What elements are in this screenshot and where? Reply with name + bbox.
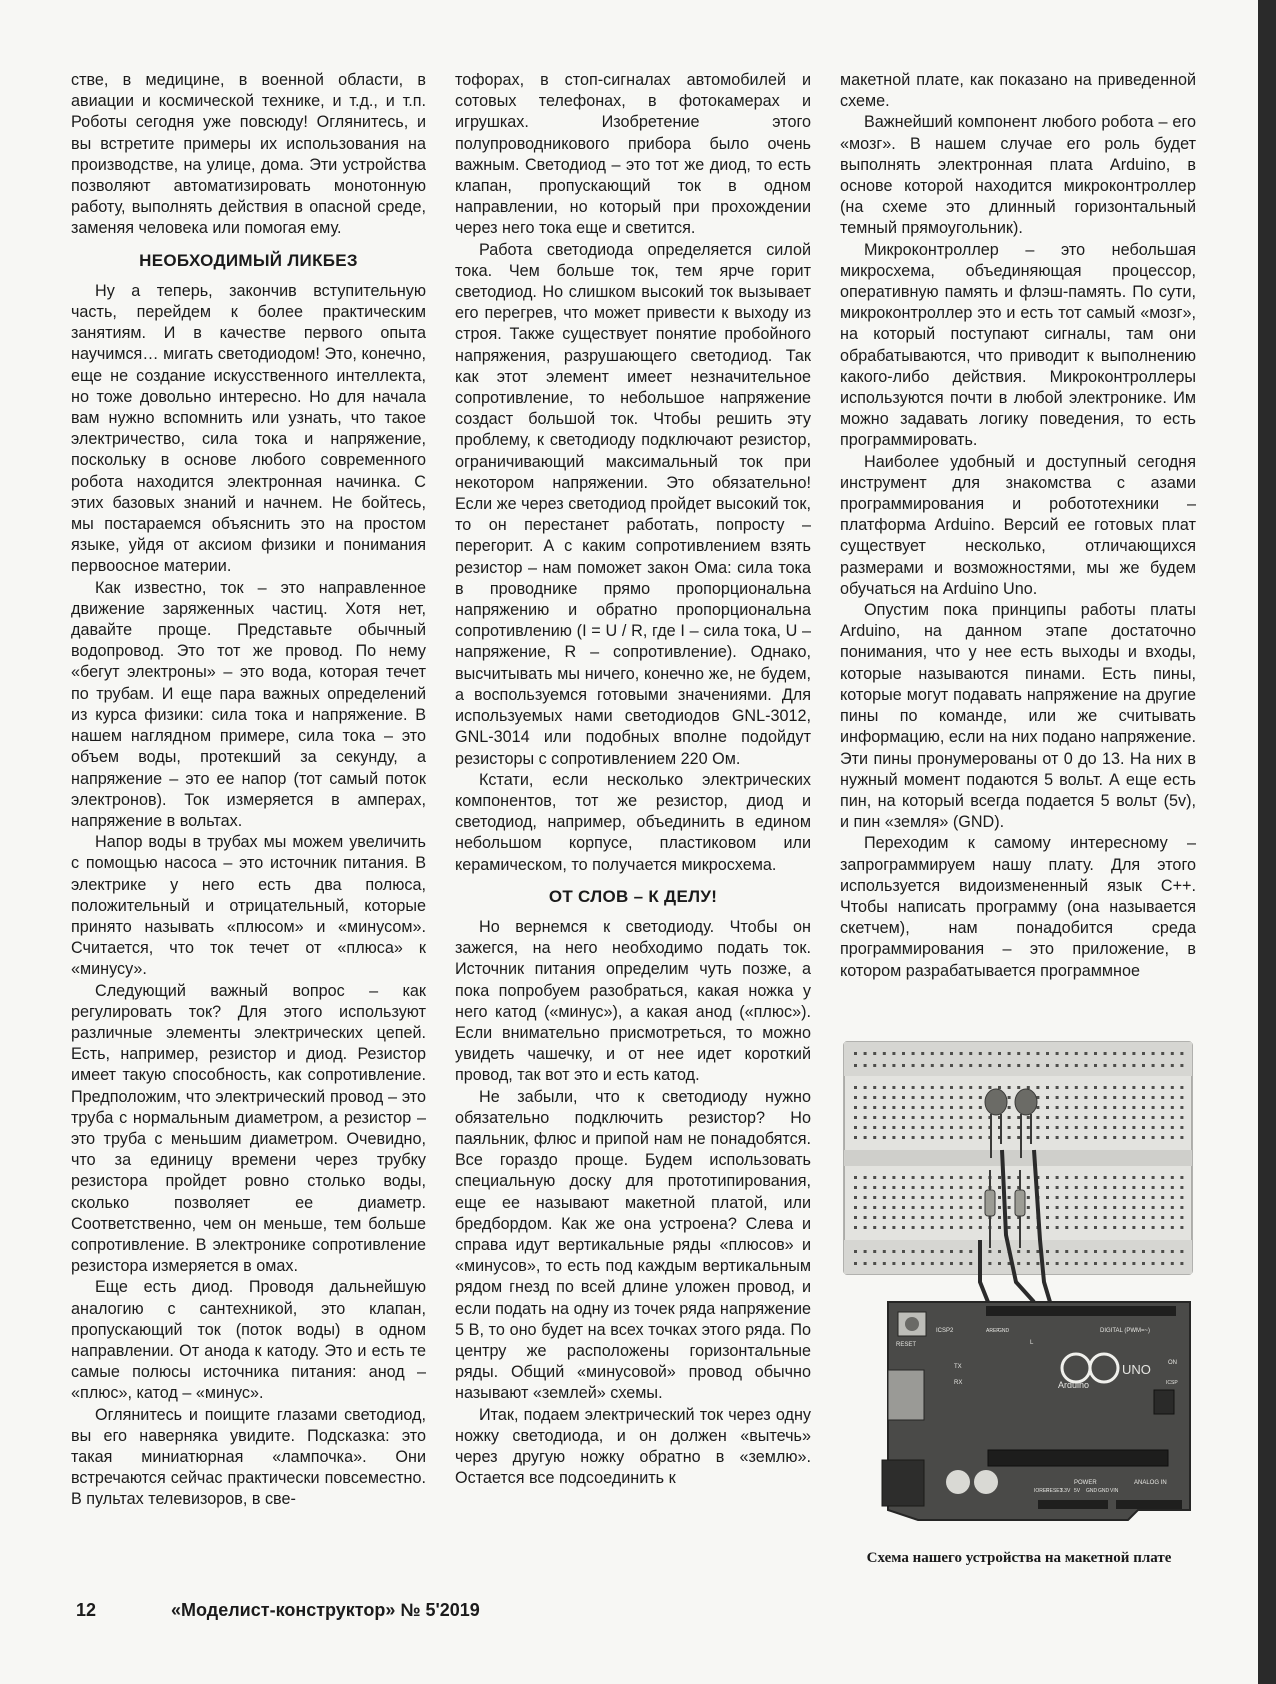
paragraph: Но вернемся к светодиоду. Чтобы он зажегся, на него необходимо подать ток. Источник питания определим чуть позже, а пока попробуем разобраться, какая ножка у него катод («минус»), а какая анод («плюс»). Если внимательно присмотреться, то можно увидеть чашечку, и от нее идет короткий провод, так вот это и есть катод. bbox=[455, 917, 811, 1085]
paragraph: Напор воды в трубах мы можем увеличить с помощью насоса – это источник питания. В электрике у него есть два полюса, положительный и отрицательный, которые принято называть «плюсом» и «минусом». Считается, что ток течет от «плюса» к «минусу». bbox=[71, 833, 426, 979]
paragraph: Следующий важный вопрос – как регулировать ток? Для этого используют различные элементы электрических цепей. Есть, например, резистор и диод. Резистор имеет такую способность, как сопротивление. Предположим, что электрический провод – это труба с нормальным диаметром, а резистор – это труба с меньшим диаметром. Очевидно, что за единицу времени через трубку резистора пройдет ровно столько воды, сколько позволяет ее диаметр. Соответственно, чем он меньше, тем больше сопротивление. В электронике сопротивление резистора измеряется в омах. bbox=[71, 981, 426, 1276]
paragraph: Важнейший компонент любого робота – его «мозг». В нашем случае его роль будет выполнять электронная плата Arduino, в основе которой находится микроконтроллер (на схеме это длинный горизонтальный темный прямоугольник). bbox=[840, 113, 1196, 238]
section-heading: НЕОБХОДИМЫЙ ЛИКБЕЗ bbox=[139, 250, 358, 270]
board-label: VIN bbox=[1110, 1488, 1119, 1494]
board-label: GND bbox=[998, 1328, 1010, 1334]
board-label: 5V bbox=[1074, 1488, 1081, 1494]
paragraph: Еще есть диод. Проводя дальнейшую аналогию с сантехникой, это клапан, пропускающий ток (поток воды) в одном направлении. От анода к катоду. Это и есть те самые полюсы источника питания: анод – «плюс», катод – «минус». bbox=[71, 1278, 426, 1403]
board-label: ICSP2 bbox=[936, 1328, 954, 1334]
paragraph: Переходим к самому интересному – запрограммируем нашу плату. Для этого используется видоизмененный язык C++. Чтобы написать программу (она называется скетчем), нам понадобится среда программирования – это приложение, в котором разрабатывается программное bbox=[840, 834, 1196, 980]
text-column-3 bbox=[840, 70, 1196, 982]
text-column-1 bbox=[71, 70, 426, 1511]
board-label: 3.3V bbox=[1060, 1488, 1071, 1494]
paragraph: Опустим пока принципы работы платы Arduino, на данном этапе достаточно понимания, что у нее есть выходы и входы, которые называются пинами. Есть пины, которые могут подавать напряжение на другие пины по команде, или же считывать информацию, если на них подано напряжение. Эти пины пронумерованы от 0 до 13. На них в нужный момент подаются 5 вольт. А еще есть пин, на который всегда подается 5 вольт (5v), и пин «земля» (GND). bbox=[840, 601, 1196, 832]
board-label: RESET bbox=[896, 1342, 917, 1348]
page-edge-shadow bbox=[1258, 0, 1276, 1684]
paragraph: Не забыли, что к светодиоду нужно обязательно подключить резистор? Но паяльник, флюс и припой нам не понадобятся. Все гораздо проще. Будем использовать специальную доску для прототипирования, еще ее называют макетной платой, или бредбордом. Как же она устроена? Слева и справа идут вертикальные ряды «плюсов» и «минусов», то есть под каждым вертикальным рядом гнезд по всей длине уложен провод, и если подать на одну из точек ряда напряжение 5 В, то оно будет на всех точках этого ряда. По центру же расположены горизонтальные ряды. Общий «минусовой» провод обычно называют «землей» схемы. bbox=[455, 1087, 811, 1403]
board-label: TX bbox=[954, 1364, 962, 1370]
paragraph: Наиболее удобный и доступный сегодня инструмент для знакомства с азами программирования и робототехники – платформа Arduino. Версий ее готовых плат существует несколько, отличающихся размерами и возможностями, мы же будем обучаться на Arduino Uno. bbox=[840, 452, 1196, 598]
section-heading: ОТ СЛОВ – К ДЕЛУ! bbox=[548, 886, 718, 906]
board-label: DIGITAL (PWM=~) bbox=[1100, 1328, 1151, 1334]
board-label: ICSP bbox=[1166, 1380, 1178, 1386]
board-label: IOREF bbox=[1034, 1488, 1050, 1494]
paragraph: Кстати, если несколько электрических компонентов, тот же резистор, диод и светодиод, например, объединить в едином небольшом корпусе, пластиковом или керамическом, то получается микросхема. bbox=[455, 770, 811, 874]
journal-title: «Моделист-конструктор» № 5'2019 bbox=[171, 1600, 480, 1620]
board-label: GND bbox=[1086, 1488, 1098, 1494]
breadboard-arduino-diagram bbox=[838, 1040, 1198, 1540]
board-label: AREF bbox=[986, 1328, 1000, 1334]
board-label: ANALOG IN bbox=[1134, 1480, 1167, 1486]
board-label: GND bbox=[1098, 1488, 1110, 1494]
arduino-uno-board bbox=[882, 1302, 1190, 1520]
text-column-2 bbox=[455, 70, 811, 1489]
paragraph: Как известно, ток – это направленное движение заряженных частиц. Хотя нет, давайте проще. Представьте обычный водопровод. Это тот же провод. По нему «бегут электроны» – это вода, которая течет по трубам. И еще пара важных определений из курса физики: сила тока и напряжение. В нашем наглядном примере, сила тока – это объем воды, протекший за секунду, а напряжение – это ее напор (тот самый поток электронов). Ток измеряется в амперах, напряжение в вольтах. bbox=[71, 578, 426, 830]
breadboard bbox=[844, 1042, 1192, 1274]
board-label: Arduino bbox=[1058, 1380, 1090, 1390]
board-label: RESET bbox=[1046, 1488, 1063, 1494]
page-number: 12 bbox=[76, 1600, 97, 1620]
paragraph: Итак, подаем электрический ток через одну ножку светодиода, и он должен «вытечь» через другую ножку обратно в «землю». Остается все подсоединить к bbox=[455, 1405, 811, 1488]
paragraph: макетной плате, как показано на приведенной схеме. bbox=[840, 71, 1196, 111]
figure-caption: Схема нашего устройства на макетной плате bbox=[866, 1550, 1172, 1566]
board-label: UNO bbox=[1122, 1362, 1151, 1377]
board-label: ON bbox=[1168, 1360, 1177, 1366]
paragraph: тофорах, в стоп-сигналах автомобилей и сотовых телефонах, в фотокамерах и игрушках. Изобретение этого полупроводникового прибора было очень важным. Светодиод – это тот же диод, то есть клапан, пропускающий ток в одном направлении, но который при прохождении через него тока еще и светится. bbox=[455, 71, 811, 238]
board-label: RX bbox=[954, 1380, 963, 1386]
board-label: POWER bbox=[1074, 1480, 1097, 1486]
paragraph: стве, в медицине, в военной области, в авиации и космической технике, и т.д., и т.п. Роботы сегодня уже повсюду! Оглянитесь, и вы встретите примеры их использования на производстве, на улице, дома. Эти устройства позволяют автоматизировать монотонную работу, выполнять действия в опасной среде, заменяя человека или помогая ему. bbox=[71, 71, 426, 238]
page-footer bbox=[76, 1600, 480, 1621]
paragraph: Ну а теперь, закончив вступительную часть, перейдем к более практическим занятиям. И в качестве первого опыта научимся… мигать светодиодом! Это, конечно, еще не создание искусственного интеллекта, но тоже довольно интересно. Но для начала вам нужно вспомнить или узнать, что такое электричество, сила тока и напряжение, поскольку в основе любого современного робота находится электронная начинка. С этих базовых знаний и начнем. Не бойтесь, мы постараемся объяснить это на простом языке, уйдя от аксиом физики и понимания первоосное материи. bbox=[71, 281, 426, 576]
board-label: L bbox=[1030, 1340, 1034, 1346]
paragraph: Оглянитесь и поищите глазами светодиод, вы его наверняка увидите. Подсказка: это такая миниатюрная «лампочка». Они встречаются сейчас практически повсеместно. В пультах телевизоров, в све- bbox=[71, 1405, 426, 1509]
paragraph: Работа светодиода определяется силой тока. Чем больше ток, тем ярче горит светодиод. Но слишком высокий ток вызывает его перегрев, что может привести к выходу из строя. Также существует понятие пробойного напряжения, разрушающего светодиод. Так как этот элемент имеет незначительное сопротивление, то небольшое напряжение создаст большой ток. Чтобы решить эту проблему, к светодиоду подключают резистор, ограничивающий максимальный ток при некотором напряжении. Это обязательно! Если же через светодиод пройдет высокий ток, то он перестанет работать, попросту – перегорит. А с каким сопротивлением взять резистор – нам поможет закон Ома: сила тока в проводнике прямо пропорциональна напряжению и обратно пропорциональна сопротивлению (I = U / R, где I – сила тока, U – напряжение, R – сопротивление). Однако, высчитывать мы ничего, конечно же, не будем, а воспользуемся готовыми значениями. Для используемых нами светодиодов GNL-3012, GNL-3014 или подобных вполне подойдут резисторы с сопротивлением 220 Ом. bbox=[455, 240, 811, 768]
paragraph: Микроконтроллер – это небольшая микросхема, объединяющая процессор, оперативную память и флэш-память. По сути, микроконтроллер это и есть тот самый «мозг», на который поступают сигналы, там они обрабатываются, что приводит к выполнению какого-либо действия. Микроконтроллеры используются почти в любой электронике. Им можно задавать логику поведения, то есть программировать. bbox=[840, 240, 1196, 450]
